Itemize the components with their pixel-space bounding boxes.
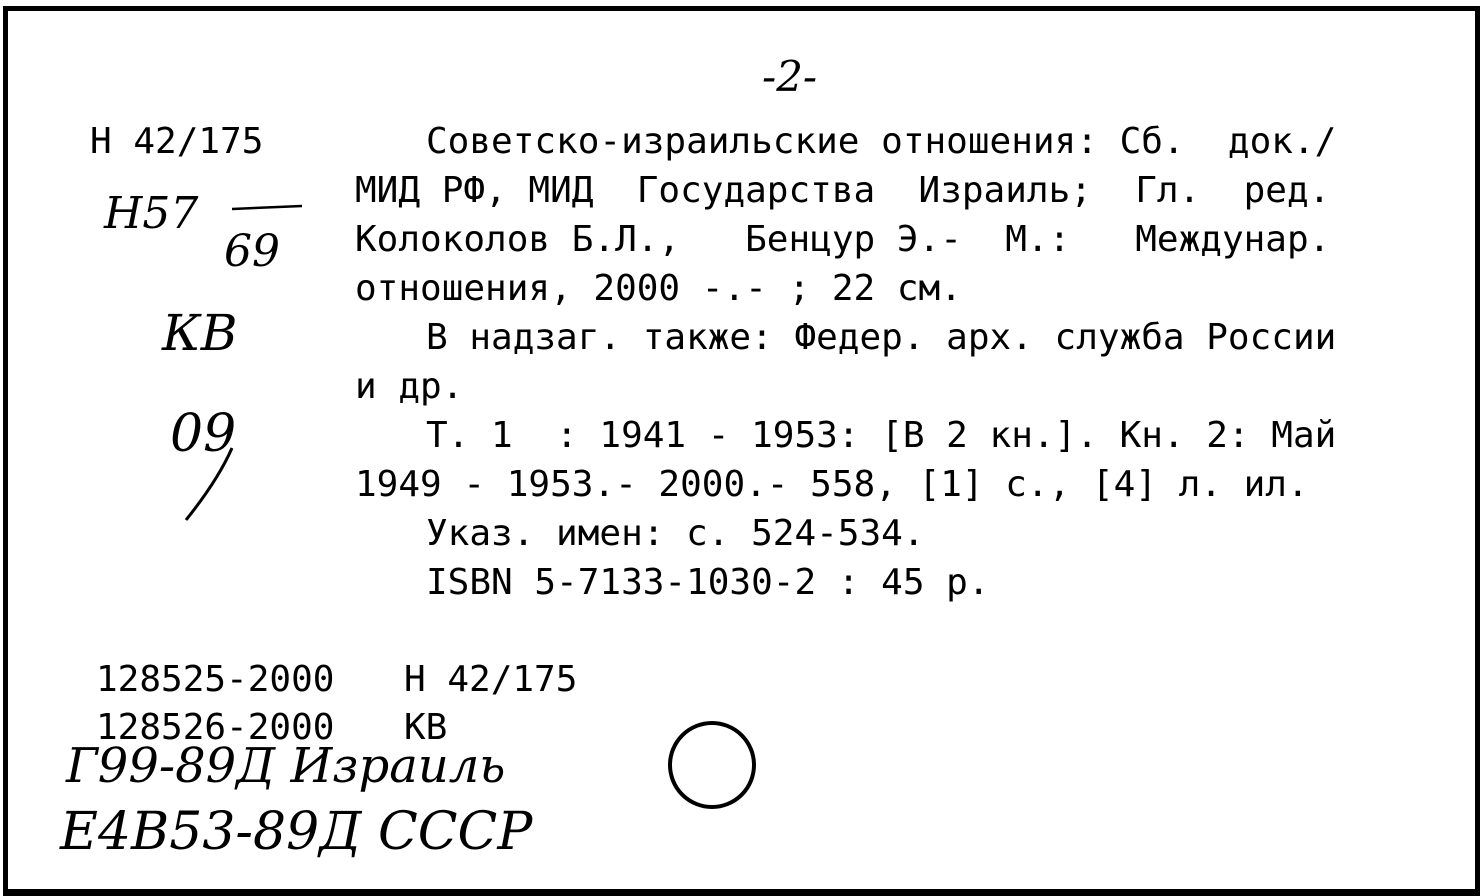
entry-line-7: Т. 1 : 1941 - 1953: [В 2 кн.]. Кн. 2: Май — [426, 415, 1337, 456]
subject-heading-handwritten-1: Г99-89Д Израиль — [66, 738, 506, 794]
inventory-number-1: 128525-2000 — [96, 659, 335, 700]
page-number: -2- — [762, 52, 818, 101]
entry-line-6: и др. — [355, 366, 464, 407]
entry-line-9: Указ. имен: с. 524-534. — [426, 513, 925, 554]
entry-line-10: ISBN 5-7133-1030-2 : 45 р. — [426, 562, 990, 603]
collection-mark-2-handwritten: 09 — [170, 404, 237, 464]
entry-line-2: МИД РФ, МИД Государства Израиль; Гл. ред. — [355, 170, 1331, 211]
shelf-mark-denominator-handwritten: 69 — [224, 226, 280, 277]
entry-line-3: Колоколов Б.Л., Бенцур Э.- М.: Междунар. — [355, 219, 1331, 260]
inventory-number-2: 128526-2000 — [96, 707, 335, 748]
entry-line-1: Советско-израильские отношения: Сб. док./ — [426, 121, 1337, 162]
collection-mark-handwritten: КВ — [162, 304, 238, 362]
call-number: Н 42/175 — [90, 121, 264, 162]
entry-line-8: 1949 - 1953.- 2000.- 558, [1] с., [4] л. ил. — [355, 464, 1309, 505]
subject-heading-handwritten-2: Е4В53-89Д СССР — [60, 802, 533, 862]
inventory-location-1: Н 42/175 — [404, 659, 578, 700]
entry-line-5: В надзаг. также: Федер. арх. служба России — [426, 317, 1337, 358]
inventory-location-2: КВ — [404, 707, 448, 748]
entry-line-4: отношения, 2000 -.- ; 22 см. — [355, 268, 962, 309]
shelf-mark-handwritten: Н57 — [104, 188, 199, 239]
